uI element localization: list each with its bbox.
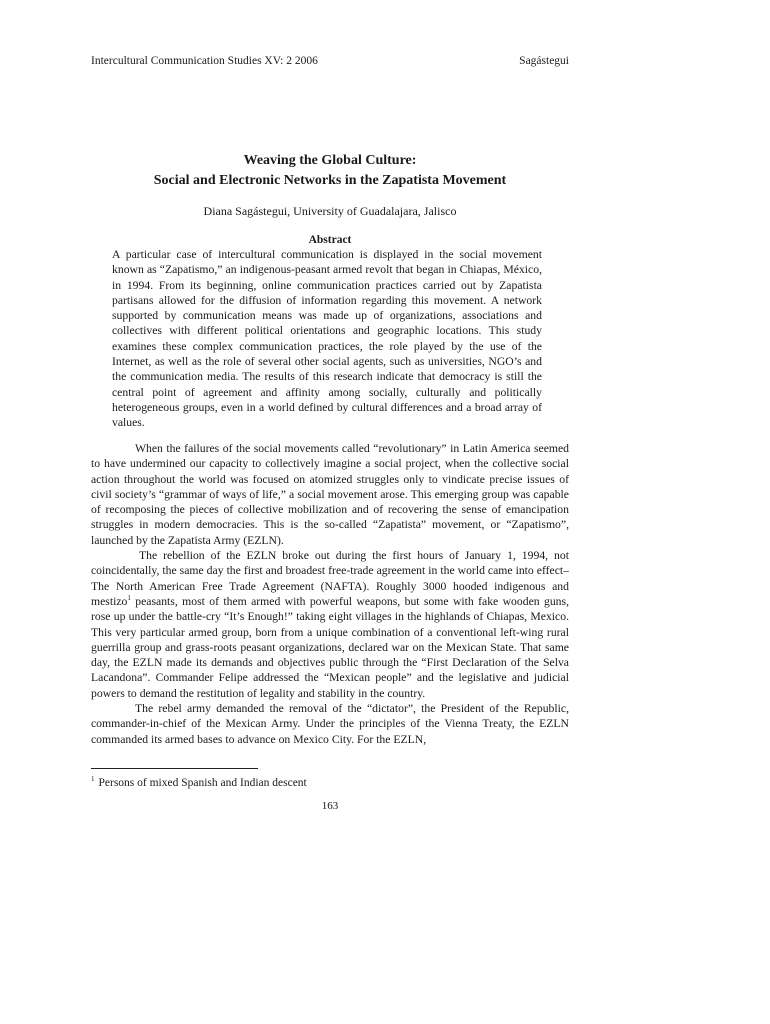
body-paragraph: The rebel army demanded the removal of the “dictator”, the President of the Republic, commander-in-chief of the Mexican Army. Under the principles of the Vienna Treaty, the EZLN commanded its armed bases to advance on Mexico City. For the EZLN, [91, 702, 569, 746]
running-head-author: Sagástegui [519, 55, 569, 67]
abstract-heading: Abstract [308, 234, 352, 246]
footnote-divider [91, 768, 258, 769]
footnote-reference[interactable]: 1 [127, 593, 131, 602]
paragraph-text: peasants, most of them armed with powerful weapons, but some with fake wooden guns, rose up under the battle-cry “It’s Enough!” taking eight villages in the highlands of Chiapas, Mexico. This very particular armed group, born from a unique combination of a conventional left-wing rural guerrilla group and grass-roots peasant organizations, declared war on the Mexican State. That same day, the EZLN made its demands and objectives public through the “First Declaration of the Selva Lacandona”. Commander Felipe addressed the “Mexican people” and the legislative and judicial powers to demand the restitution of legality and stability in the country. [91, 594, 569, 700]
page-number: 163 [321, 800, 339, 812]
footnote-text: Persons of mixed Spanish and Indian descent [98, 777, 307, 789]
footnote-marker: 1 [91, 775, 95, 783]
abstract-text: A particular case of intercultural communication is displayed in the social movement known as “Zapatismo,” an indigenous-peasant armed revolt that began in Chiapas, México, in 1994. From its beginning, online communication practices carried out by Zapatista partisans allowed for the diffusion of information regarding this movement. A network supported by communication means was made up of organizations, associations and collectives with different political orientations and geographic locations. This study examines these complex communication practices, the role played by the use of the Internet, as well as the role of several other social agents, such as universities, NGO’s and the communication media. The results of this research indicate that democracy is still the central point of agreement and affinity among socially, culturally and politically heterogeneous groups, even in a world defined by cultural differences and a broad array of values. [112, 248, 542, 430]
journal-citation: Intercultural Communication Studies XV: 2 2006 [91, 55, 318, 67]
body-paragraph: When the failures of the social movements called “revolutionary” in Latin America seemed to have undermined our capacity to collectively imagine a social project, when the collective social action throughout the world was focused on atomized struggles only to vindicate precise issues of civil society’s “grammar of ways of life,” a social movement arose. This emerging group was capable of recomposing the pieces of collective mobilization and of recovering the sense of emancipation struggles in modern democracies. This is the so-called “Zapatista” movement, or “Zapatismo”, launched by the Zapatista Army (EZLN). [91, 442, 569, 547]
footnote [91, 776, 569, 790]
body-paragraph [91, 548, 569, 701]
title-line-1: Weaving the Global Culture: [243, 153, 417, 168]
paragraph-text: The rebellion of the EZLN broke out during the first hours of January 1, 1994, not coincidentally, the same day the first and broadest free-trade agreement in the world came into effect–The North American Free Trade Agreement (NAFTA). Roughly 3000 hooded indigenous and mestizo [91, 549, 569, 608]
author-affiliation: Diana Sagástegui, University of Guadalajara, Jalisco [203, 204, 457, 218]
title-line-2: Social and Electronic Networks in the Zapatista Movement [153, 173, 507, 188]
body-text [91, 441, 569, 747]
paper-title [91, 151, 569, 191]
